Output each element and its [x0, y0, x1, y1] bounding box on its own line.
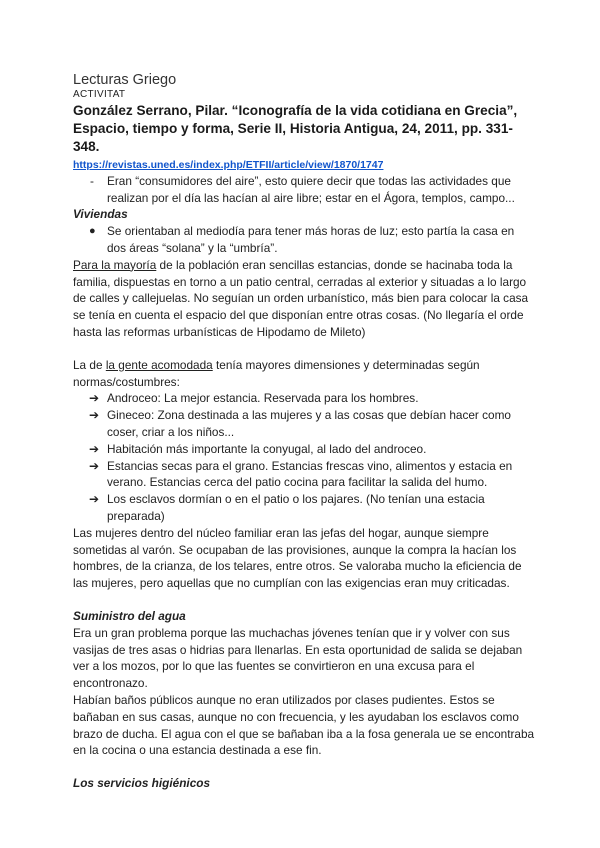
list-item — [73, 491, 535, 525]
intro-list — [73, 173, 535, 207]
spacer — [73, 341, 535, 357]
list-item-text: Estancias secas para el grano. Estancias frescas vino, alimentos y estacia en verano. Estancias cerca del patio cocina para facilitar la salida del humo. — [107, 458, 513, 490]
paragraph-agua-2: Habían baños públicos aunque no eran utilizados por clases pudientes. Estos se bañaban en sus casas, aunque no con frecuencia, y les ayudaban los esclavos como brazo de ducha. El agua con el que se bañaban iba a la fosa generala ue se encontraba en la cocina o una estancia destinada a ese fin. — [73, 692, 535, 758]
section-heading-viviendas: Viviendas — [73, 207, 128, 222]
document-title: Lecturas Griego — [73, 72, 177, 88]
underlined-phrase: la gente acomodada — [105, 357, 213, 372]
bullet-marker: ● — [89, 225, 96, 238]
list-item-text: Se orientaban al mediodía para tener más horas de luz; esto partía la casa en dos áreas “solana” y la “umbría”. — [107, 224, 515, 255]
paragraph-mayoria — [73, 257, 535, 341]
spacer — [73, 592, 535, 608]
underlined-phrase: Para la mayoría — [73, 257, 157, 272]
list-item — [73, 441, 535, 458]
arrow-icon: ➔ — [89, 458, 99, 473]
arrow-icon: ➔ — [89, 408, 99, 423]
list-item-text: Los esclavos dormían o en el patio o los pajares. (No tenían una estacia preparada) — [107, 492, 485, 523]
reference-citation: González Serrano, Pilar. “Iconografía de la vida cotidiana en Grecia”, Espacio, tiempo y forma, Serie II, Historia Antigua, 24, 2011, pp. 331-348. — [73, 103, 518, 154]
arrow-icon: ➔ — [89, 492, 99, 507]
spacer — [73, 759, 535, 775]
rooms-list — [73, 390, 535, 524]
paragraph-agua-1: Era un gran problema porque las muchachas jóvenes tenían que ir y volver con sus vasijas de tres asas o hidrias para llenarlas. En esta oportunidad de salida se dejaban ver a los mozos, por lo que las fuentes se convirtieron en una excusa para el encontronazo. — [73, 625, 523, 691]
document-page — [73, 71, 535, 792]
dash-marker: - — [90, 173, 94, 188]
activity-label: ACTIVITAT — [73, 89, 126, 100]
paragraph-text: de la población eran sencillas estancias, donde se hacinaba toda la familia, dispuestas en torno a un patio central, cerradas al exterior y situadas a lo largo de calles y callejuelas. No seguían un orden urbanístico, más bien para colocar la casa se tenía en cuenta el espacio del que disponían entre otras cosas. (No llegaría el orde hasta las reformas urbanísticas de Hipodamo de Mileto) — [73, 257, 529, 339]
paragraph-text: La de — [73, 357, 106, 372]
paragraph-mujeres: Las mujeres dentro del núcleo familiar eran las jefas del hogar, aunque siempre sometidas al varón. Se ocupaban de las provisiones, aunque la compra la hacían los hombres, de la crianza, de los telares, entre otros. Se valoraba mucho la eficiencia de las mujeres, pero aquellas que no cumplían con las exigencias eran muy criticadas. — [73, 525, 522, 591]
section-heading-higiene: Los servicios higiénicos — [73, 776, 211, 791]
list-item-text: Eran “consumidores del aire”, esto quiere decir que todas las actividades que realizan por el día las hacían al aire libre; estar en el Ágora, templos, campo... — [107, 173, 515, 205]
list-item — [73, 458, 535, 492]
arrow-icon: ➔ — [89, 391, 99, 406]
arrow-icon: ➔ — [89, 441, 99, 456]
list-item-text: Gineceo: Zona destinada a las mujeres y a las cosas que debían hacer como coser, criar a los niños... — [107, 408, 511, 439]
section-heading-agua: Suministro del agua — [73, 608, 186, 623]
list-item — [73, 407, 535, 441]
paragraph-acomodada — [73, 357, 535, 391]
paragraph-text: tenía mayores dimensiones y determinadas según normas/costumbres: — [73, 357, 480, 389]
list-item-text: Androceo: La mejor estancia. Reservada para los hombres. — [107, 391, 419, 406]
viviendas-bullets — [73, 223, 535, 257]
list-item — [73, 223, 535, 257]
list-item — [73, 173, 535, 207]
list-item — [73, 390, 535, 407]
reference-link[interactable]: https://revistas.uned.es/index.php/ETFII/article/view/1870/1747 — [73, 159, 384, 171]
list-item-text: Habitación más importante la conyugal, al lado del androceo. — [107, 441, 427, 456]
